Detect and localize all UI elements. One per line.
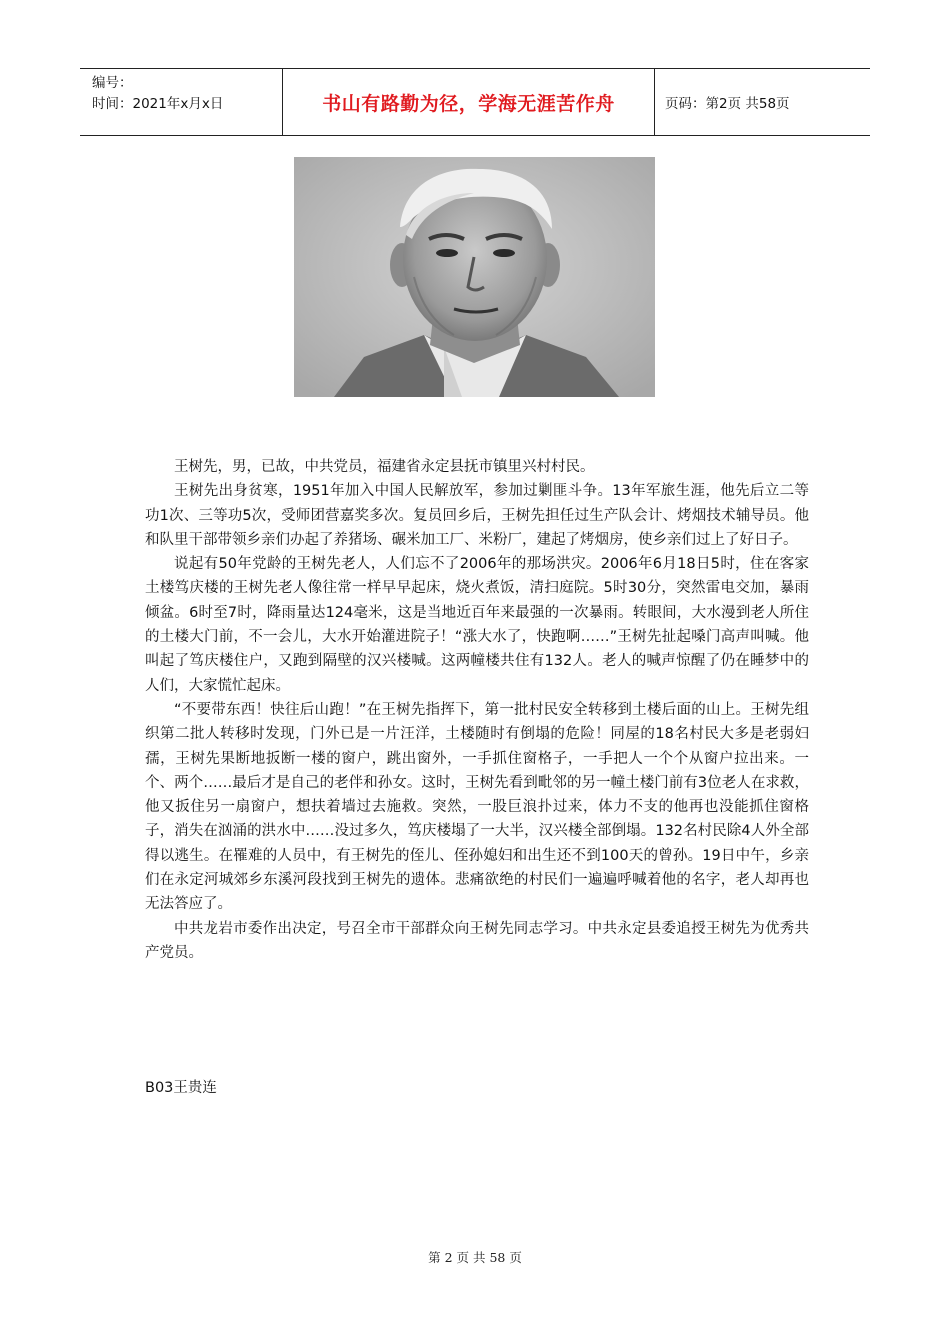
number-label: 编号： bbox=[92, 75, 133, 91]
page-footer: 第 2 页 共 58 页 bbox=[428, 1250, 522, 1265]
article-paragraph: 王树先，男，已故，中共党员，福建省永定县抚市镇里兴村村民。 bbox=[174, 459, 595, 475]
article-paragraph: 王树先出身贫寒，1951年加入中国人民解放军，参加过剿匪斗争。13年军旅生涯，他先后立二等功1次、三等功5次，受师团营嘉奖多次。复员回乡后，王树先担任过生产队会计、烤烟技术辅导员。他和队里干部带领乡亲们办起了养猪场、碾米加工厂、米粉厂，建起了烤烟房，使乡亲们过上了好日子。 bbox=[145, 483, 809, 548]
article-body bbox=[145, 455, 809, 965]
article-paragraph: “不要带东西！快往后山跑！”在王树先指挥下，第一批村民安全转移到土楼后面的山上。王树先组织第二批人转移时发现，门外已是一片汪洋，土楼随时有倒塌的危险！同屋的18名村民大多是老弱妇孺，王树先果断地扳断一楼的窗户，跳出窗外，一手抓住窗格子，一手把人一个个从窗户拉出来。一个、两个……最后才是自己的老伴和孙女。这时，王树先看到毗邻的另一幢土楼门前有3位老人在求救，他又扳住另一扇窗户，想扶着墙过去施救。突然，一股巨浪扑过来，体力不支的他再也没能抓住窗格子，消失在汹涌的洪水中……没过多久，笃庆楼塌了一大半，汉兴楼全部倒塌。132名村民除4人外全部得以逃生。在罹难的人员中，有王树先的侄儿、侄孙媳妇和出生还不到100天的曾孙。19日中午，乡亲们在永定河城郊乡东溪河段找到王树先的遗体。悲痛欲绝的村民们一遍遍呼喊着他的名字，老人却再也无法答应了。 bbox=[145, 701, 809, 913]
article-paragraph: 中共龙岩市委作出决定，号召全市干部群众向王树先同志学习。中共永定县委追授王树先为优秀共产党员。 bbox=[145, 920, 809, 961]
header-motto: 书山有路勤为径，学海无涯苦作舟 bbox=[283, 69, 655, 135]
header-page-label: 页码：第2页 共58页 bbox=[665, 96, 790, 112]
page-header bbox=[80, 68, 870, 136]
next-section-heading: B03王贵连 bbox=[145, 1080, 217, 1096]
portrait-photo bbox=[294, 157, 655, 397]
header-info-cell bbox=[80, 69, 283, 135]
date-label: 时间：2021年x月x日 bbox=[92, 96, 224, 112]
article-paragraph: 说起有50年党龄的王树先老人，人们忘不了2006年的那场洪灾。2006年6月18日5时，住在客家土楼笃庆楼的王树先老人像往常一样早早起床，烧火煮饭，清扫庭院。5时30分，突然雷电交加，暴雨倾盆。6时至7时，降雨量达124毫米，这是当地近百年来最强的一次暴雨。转眼间，大水漫到老人所住的土楼大门前，不一会儿，大水开始灌进院子！“涨大水了，快跑啊……”王树先扯起嗓门高声叫喊。他叫起了笃庆楼住户，又跑到隔壁的汉兴楼喊。这两幢楼共住有132人。老人的喊声惊醒了仍在睡梦中的人们，大家慌忙起床。 bbox=[145, 556, 809, 694]
portrait-illustration bbox=[294, 157, 655, 397]
